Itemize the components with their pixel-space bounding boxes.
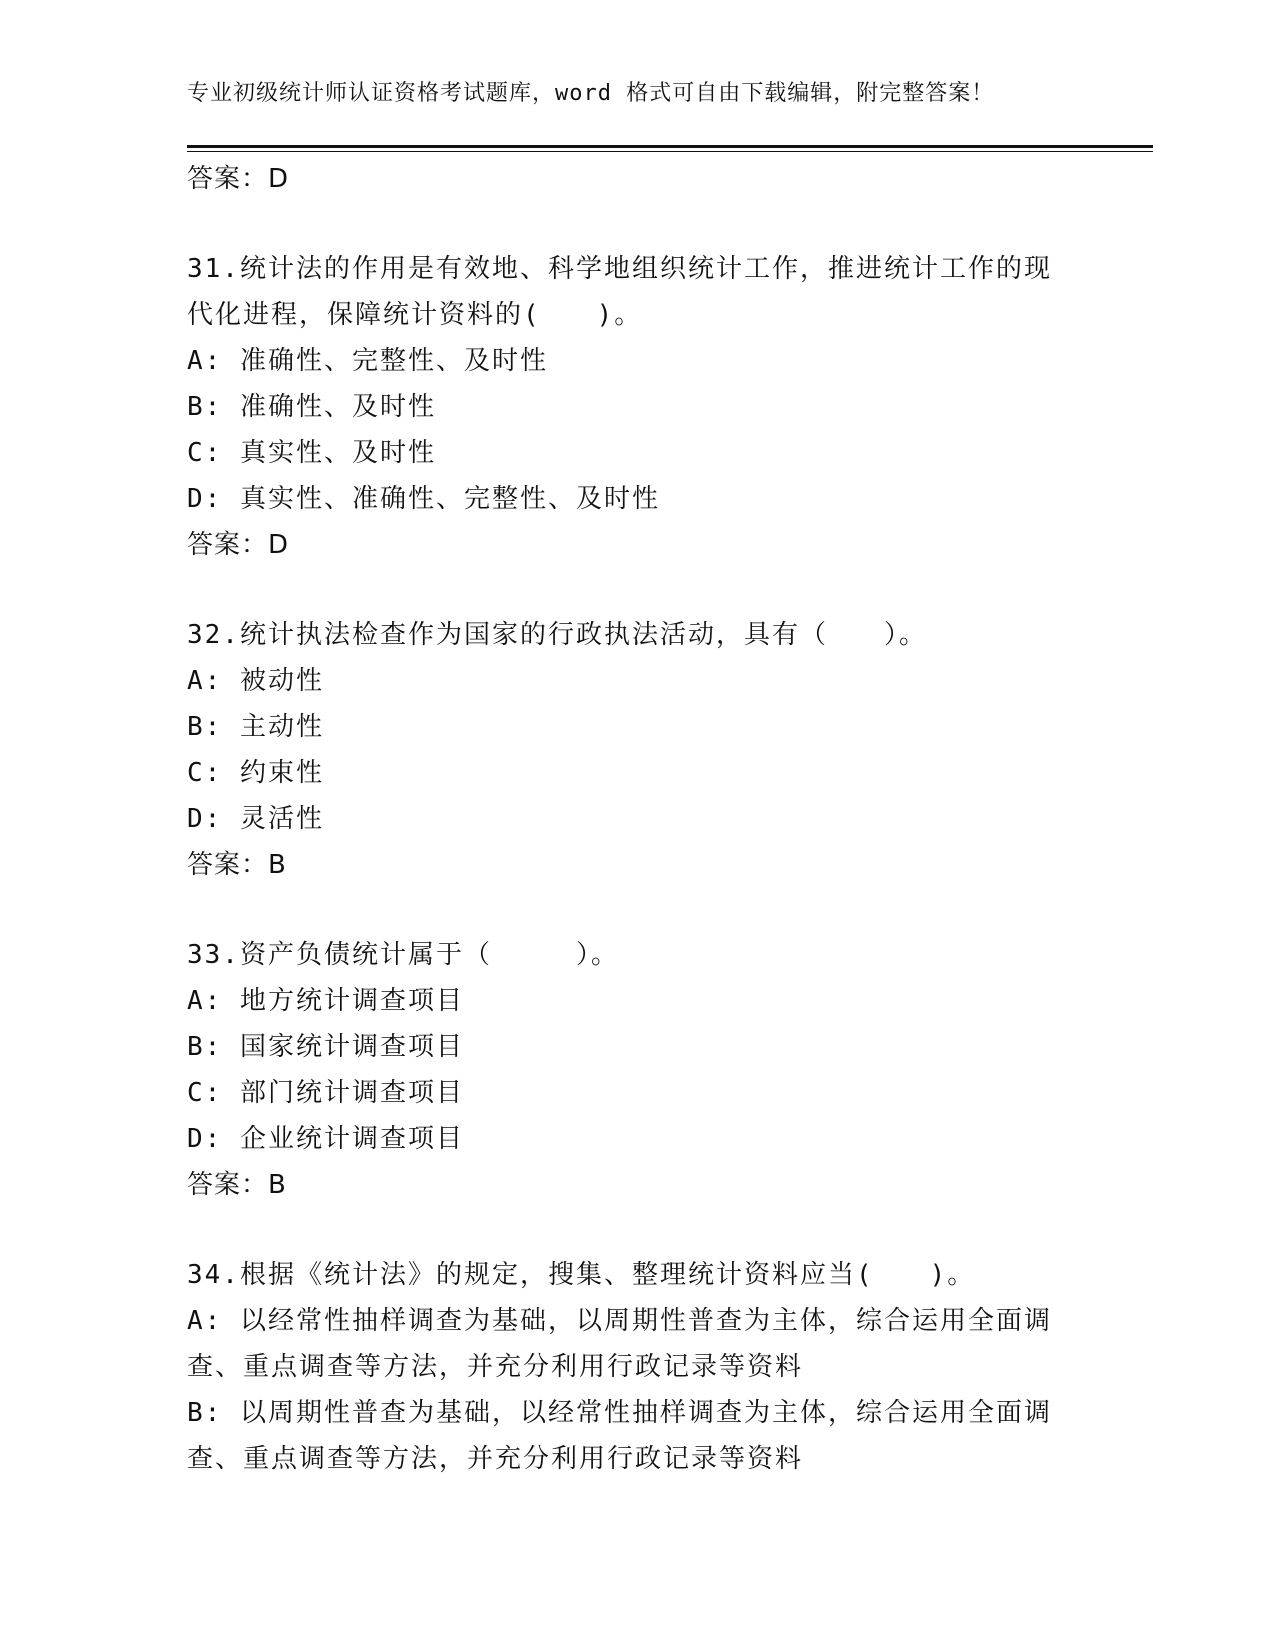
question-list: [187, 156, 1087, 1482]
option-a: A: 准确性、完整性、及时性: [187, 346, 548, 376]
option-b: B: 准确性、及时性: [187, 392, 436, 422]
spacer: [187, 568, 1087, 612]
option-c: C: 真实性、及时性: [187, 438, 436, 468]
question-33: [187, 932, 1087, 1208]
spacer: [187, 1208, 1087, 1252]
option-b: B: 国家统计调查项目: [187, 1032, 464, 1062]
option-d: D: 灵活性: [187, 804, 324, 834]
option-a: A: 以经常性抽样调查为基础，以周期性普查为主体，综合运用全面调: [187, 1306, 1052, 1336]
option-b: B: 以周期性普查为基础，以经常性抽样调查为主体，综合运用全面调: [187, 1398, 1052, 1428]
option-a: A: 地方统计调查项目: [187, 986, 464, 1016]
answer: 答案：B: [187, 850, 287, 880]
question-32: [187, 612, 1087, 888]
question-31: [187, 246, 1087, 568]
spacer: [187, 888, 1087, 932]
option-c: C: 约束性: [187, 758, 324, 788]
spacer: [187, 202, 1087, 246]
option-b: B: 主动性: [187, 712, 324, 742]
question-stem: 31.统计法的作用是有效地、科学地组织统计工作，推进统计工作的现: [187, 254, 1052, 284]
option-a: A: 被动性: [187, 666, 324, 696]
header-rule-thick: [187, 145, 1153, 148]
question-stem: 32.统计执法检查作为国家的行政执法活动，具有（ ）。: [187, 620, 927, 650]
option-b-continued: 查、重点调查等方法，并充分利用行政记录等资料: [187, 1444, 804, 1474]
answer: 答案：D: [187, 530, 290, 560]
answer-previous: 答案：D: [187, 164, 290, 194]
answer: 答案：B: [187, 1170, 287, 1200]
option-c: C: 部门统计调查项目: [187, 1078, 464, 1108]
option-d: D: 真实性、准确性、完整性、及时性: [187, 484, 660, 514]
option-a-continued: 查、重点调查等方法，并充分利用行政记录等资料: [187, 1352, 804, 1382]
question-stem: 33.资产负债统计属于（ ）。: [187, 940, 619, 970]
question-stem: 34.根据《统计法》的规定，搜集、整理统计资料应当( )。: [187, 1260, 976, 1290]
header-rule-thin: [187, 151, 1153, 152]
question-34: [187, 1252, 1087, 1482]
option-d: D: 企业统计调查项目: [187, 1124, 464, 1154]
question-stem: 代化进程，保障统计资料的( )。: [187, 300, 643, 330]
page-header: 专业初级统计师认证资格考试题库，word 格式可自由下载编辑，附完整答案！: [187, 81, 995, 106]
